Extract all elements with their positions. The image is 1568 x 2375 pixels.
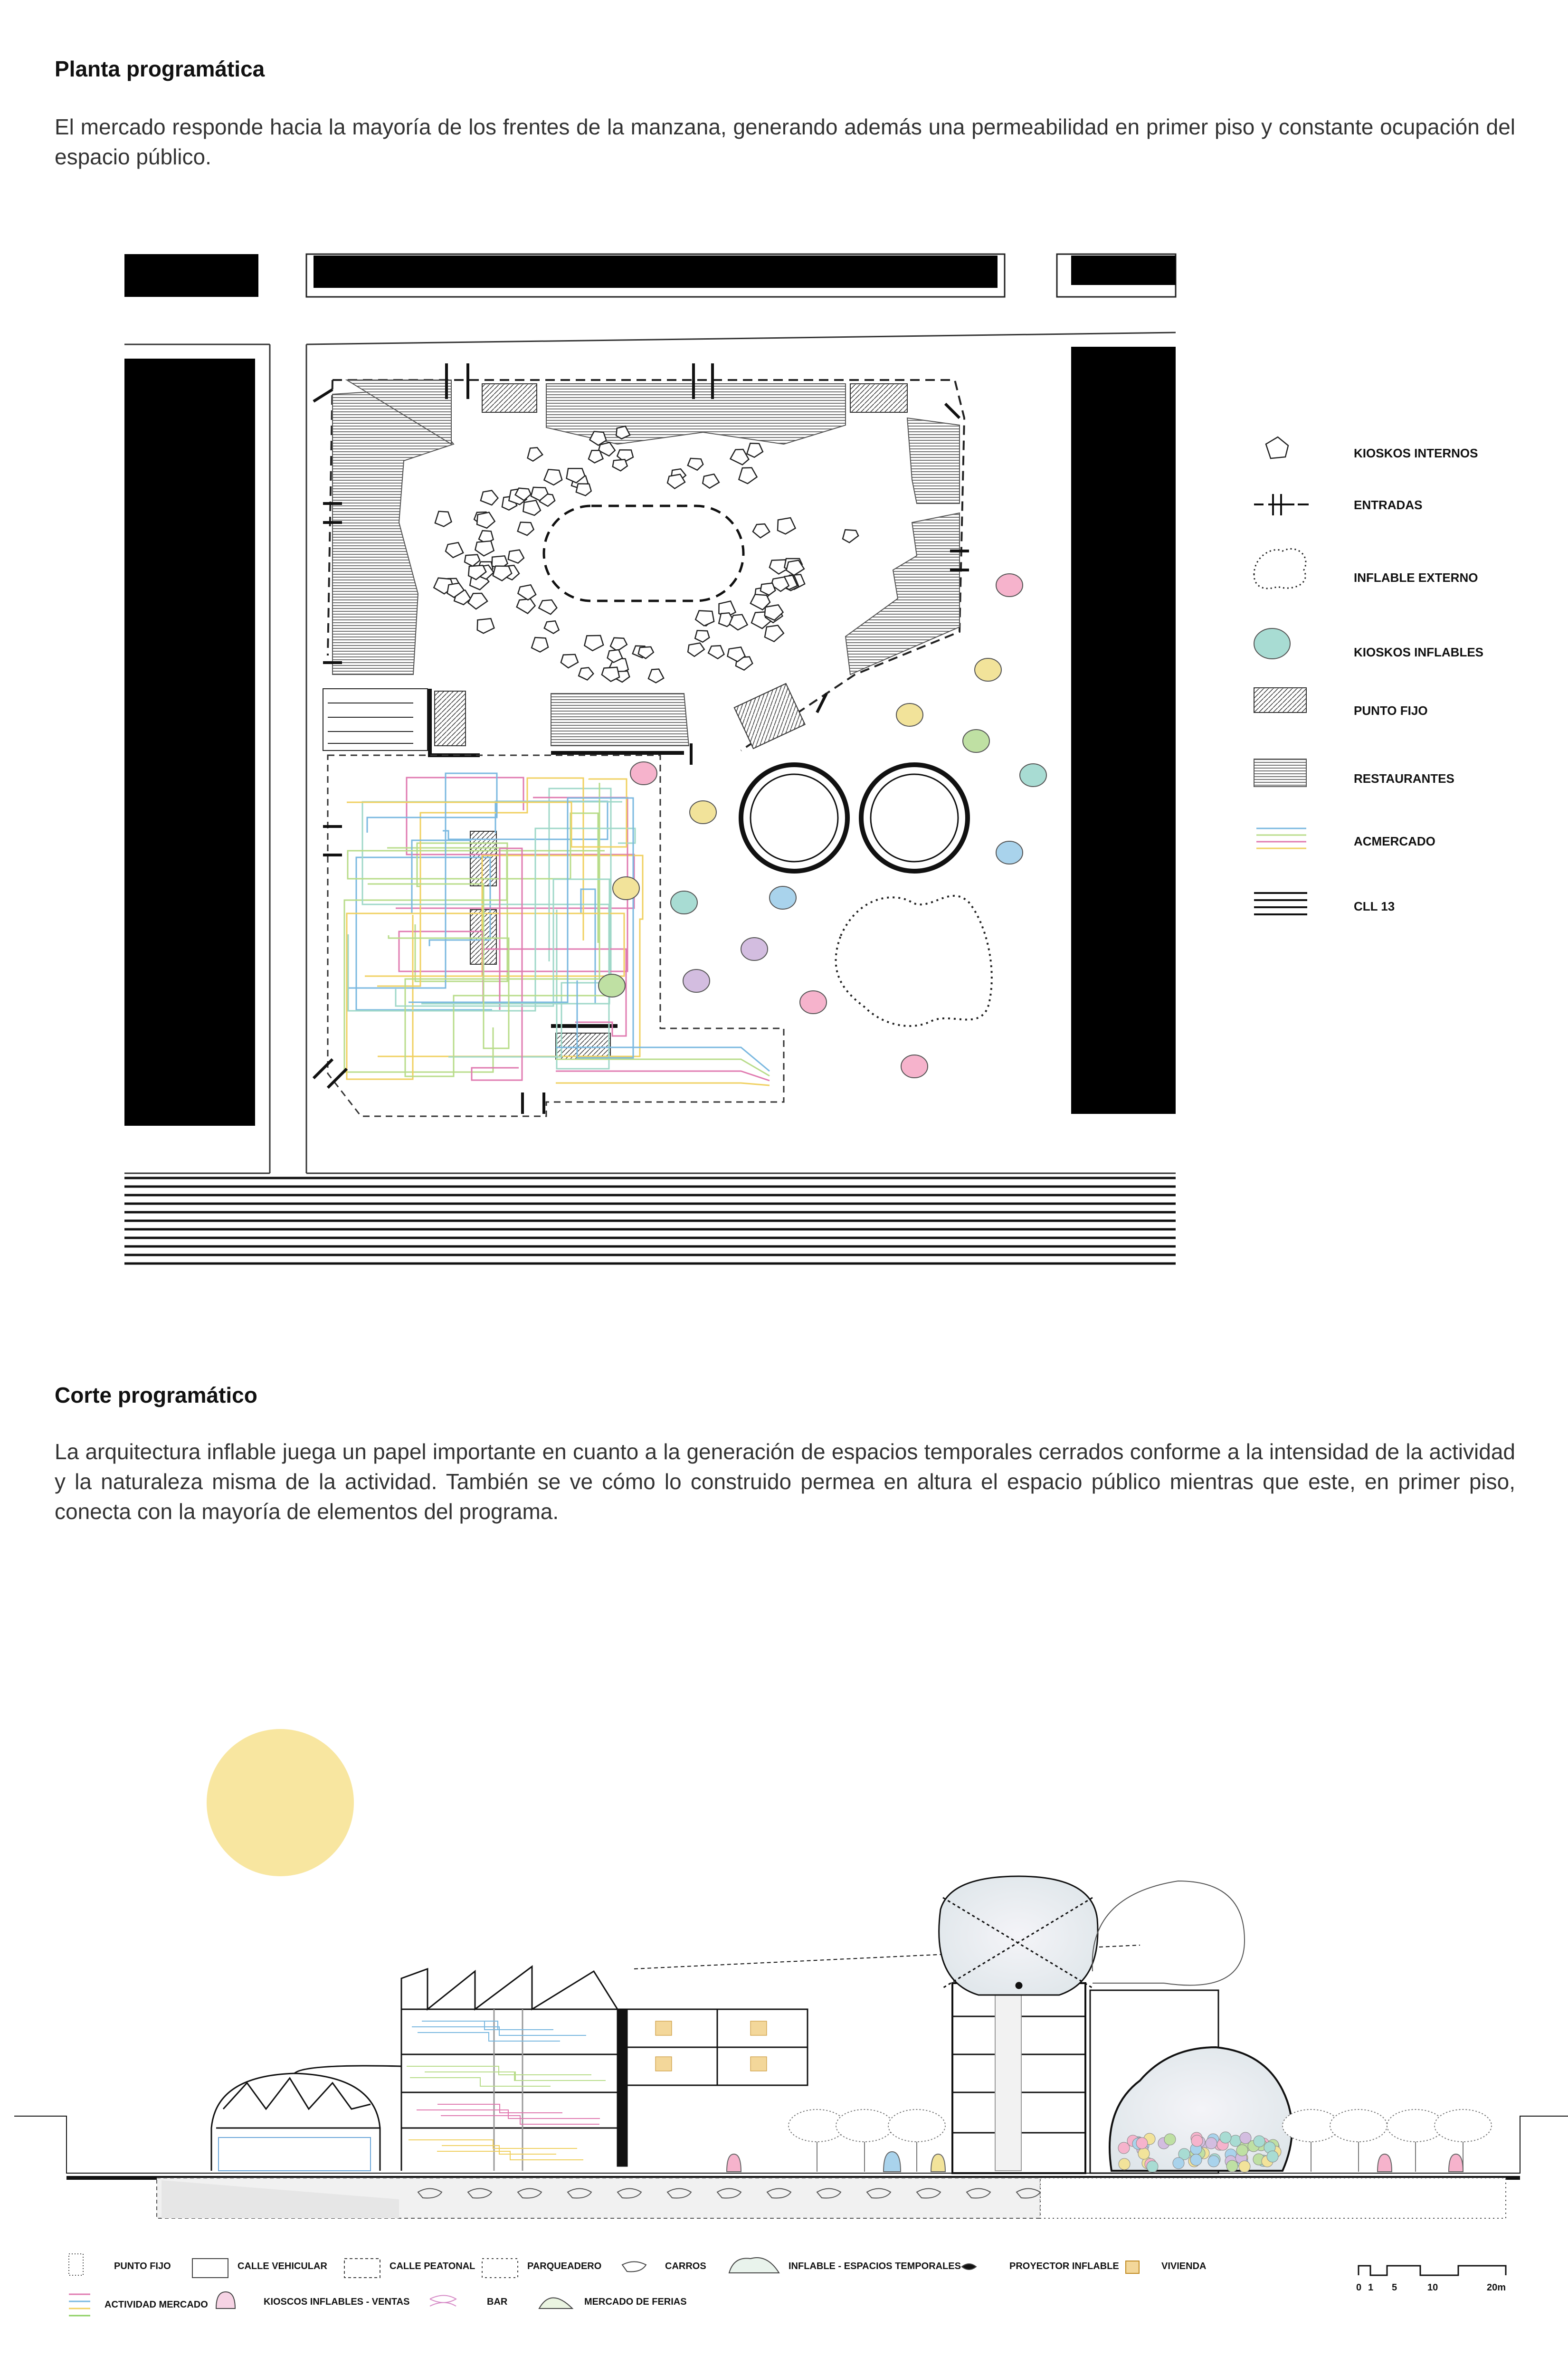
leg-calle-peatonal: CALLE PEATONAL <box>390 2261 475 2271</box>
kiosk <box>528 447 543 461</box>
ball <box>1198 2147 1209 2159</box>
entrance-icon <box>1254 494 1309 515</box>
street-cll13 <box>124 1178 1176 1264</box>
leg-actividad: ACTIVIDAD MERCADO <box>105 2299 208 2310</box>
legend-label-7: CLL 13 <box>1354 899 1395 913</box>
scale-20: 20m <box>1487 2282 1506 2293</box>
kiosk <box>688 458 703 470</box>
ball <box>1138 2148 1150 2159</box>
ball <box>1173 2157 1184 2169</box>
inflatable-kiosk <box>996 841 1023 864</box>
market-activity-lines <box>407 2021 606 2160</box>
kiosk <box>465 555 480 567</box>
ball <box>1220 2132 1231 2143</box>
ball <box>1136 2138 1148 2149</box>
inflatable-kiosk <box>599 974 625 997</box>
kiosk-inflatables-section <box>727 2152 1463 2172</box>
activity-line <box>412 2027 586 2035</box>
inflatable-kiosk <box>683 969 710 992</box>
activity-line <box>441 2116 599 2124</box>
ball <box>1235 2152 1247 2164</box>
kiosk <box>523 500 541 515</box>
parqueadero-icon <box>482 2259 518 2278</box>
scale-bar <box>1359 2266 1506 2275</box>
car <box>418 2189 442 2198</box>
inflatable-kiosks <box>599 574 1046 1078</box>
kiosk <box>579 667 593 680</box>
scale-5: 5 <box>1392 2282 1397 2293</box>
inflatable-kiosk <box>613 877 639 900</box>
circulation-line <box>556 1059 770 1076</box>
ball <box>1158 2138 1169 2149</box>
ball <box>1134 2138 1145 2149</box>
internal-kiosks <box>434 426 858 683</box>
ball <box>1196 2140 1207 2151</box>
parked-cars <box>418 2189 1040 2198</box>
kiosk <box>477 618 494 633</box>
ball <box>1164 2134 1176 2145</box>
ball <box>1264 2142 1275 2153</box>
kiosk <box>648 669 664 683</box>
ball <box>1209 2154 1220 2165</box>
ball <box>1145 2158 1156 2170</box>
ball <box>1254 2136 1265 2147</box>
kiosk <box>435 512 452 527</box>
ball <box>1225 2149 1236 2160</box>
tree <box>888 2109 945 2172</box>
calle-peatonal-icon <box>344 2259 380 2278</box>
ball <box>1267 2151 1278 2162</box>
access-ramp <box>323 689 428 750</box>
car <box>917 2189 941 2198</box>
inflatable-kiosk <box>1020 764 1046 787</box>
inflatable-kiosk <box>975 658 1001 681</box>
ball <box>1239 2161 1250 2172</box>
ball <box>1240 2140 1251 2152</box>
punto-fijo-icon <box>69 2254 83 2275</box>
trees <box>789 2109 1492 2172</box>
kiosk <box>589 450 603 463</box>
inflatable-kiosk <box>901 1055 928 1078</box>
ball <box>1178 2148 1190 2160</box>
leg-bar: BAR <box>487 2297 508 2307</box>
kiosk <box>477 513 495 528</box>
carros-icon <box>622 2262 646 2272</box>
kiosk <box>753 524 770 538</box>
colored-lines-icon <box>1256 828 1306 848</box>
kiosk <box>765 626 784 642</box>
kiosk <box>475 541 494 556</box>
kiosk <box>518 585 536 600</box>
ball <box>1236 2152 1248 2164</box>
inflatable-kiosk <box>671 891 697 914</box>
circulation-line <box>556 1071 770 1081</box>
scale-0: 0 <box>1356 2282 1362 2293</box>
inflatable-kiosk <box>800 991 827 1014</box>
kiosk <box>688 643 704 656</box>
tree <box>1283 2109 1340 2172</box>
inflatable-temporary-space <box>1110 2047 1292 2171</box>
activity-line <box>407 2066 591 2075</box>
ball <box>1258 2155 1269 2166</box>
kiosk <box>446 542 463 558</box>
ball <box>1132 2138 1144 2149</box>
inflatable-kiosk <box>896 703 923 726</box>
projector-tower <box>634 1876 1245 2173</box>
plan-description: El mercado responde hacia la mayoría de los frentes de la manzana, generando además una permeabilidad en primer piso y constante ocupación del espacio público. <box>55 114 1515 169</box>
kiosk-outline-icon <box>1266 437 1288 458</box>
scale-10: 10 <box>1427 2282 1438 2293</box>
ball <box>1188 2156 1200 2167</box>
activity-line <box>437 2104 562 2113</box>
activity-line <box>422 2021 547 2030</box>
inflatable-kiosk-icon <box>1254 628 1290 659</box>
inflable-icon <box>729 2258 779 2273</box>
car <box>767 2189 791 2198</box>
ball <box>1225 2156 1236 2167</box>
kiosco-icon <box>216 2292 235 2308</box>
ball <box>1206 2138 1217 2149</box>
central-oval <box>544 506 743 601</box>
proyector-icon <box>962 2264 976 2270</box>
tree <box>1435 2109 1492 2172</box>
legend-label-0: KIOSKOS INTERNOS <box>1354 446 1478 460</box>
leg-mercado: MERCADO DE FERIAS <box>584 2297 687 2307</box>
leg-vivienda: VIVIENDA <box>1161 2261 1207 2271</box>
ball <box>1119 2158 1130 2170</box>
actividad-mercado-icon <box>69 2294 90 2316</box>
kiosk <box>695 611 714 626</box>
kiosk <box>561 655 578 668</box>
ball <box>1191 2135 1203 2147</box>
ball <box>1208 2156 1219 2167</box>
activity-line <box>409 2140 577 2148</box>
inflatable-kiosk <box>963 730 989 752</box>
kiosk <box>508 550 524 563</box>
legend-label-6: ACMERCADO <box>1354 834 1435 848</box>
car <box>468 2189 492 2198</box>
inflatable-kiosk <box>770 886 796 909</box>
section-description: La arquitectura inflable juega un papel importante en cuanto a la generación de espacios temporales cerrados conforme a la intensidad de la actividad y la naturaleza misma de la actividad. También se ve cómo lo construido permea en altura el espacio público mientras que este, en primer piso, conecta con la mayoría de elementos del programa. <box>55 1439 1515 1524</box>
plan-legend <box>1254 437 1483 914</box>
kiosk <box>610 638 627 651</box>
ball <box>1267 2139 1279 2151</box>
activity-line <box>417 2110 600 2118</box>
tree <box>836 2109 893 2172</box>
inflatable-kiosk <box>741 938 768 960</box>
kiosk <box>544 621 559 633</box>
ball <box>1240 2132 1251 2144</box>
inflatable-kiosk <box>690 801 716 824</box>
circulation-line <box>405 783 618 1076</box>
tree <box>1387 2109 1444 2172</box>
kiosk <box>730 615 748 630</box>
leg-punto-fijo: PUNTO FIJO <box>114 2261 171 2271</box>
car <box>967 2189 990 2198</box>
kiosk <box>584 636 603 651</box>
ball <box>1217 2139 1228 2150</box>
car <box>717 2189 741 2198</box>
ball <box>1258 2138 1269 2149</box>
leg-carros: CARROS <box>665 2261 706 2271</box>
external-inflatable <box>836 896 992 1026</box>
car <box>1017 2189 1040 2198</box>
vivienda-icon <box>1126 2261 1139 2273</box>
ball <box>1194 2147 1205 2159</box>
activity-line <box>437 2151 583 2160</box>
ball <box>1269 2146 1281 2157</box>
dome-building <box>211 2073 380 2171</box>
plan-title: Planta programática <box>55 57 265 81</box>
kiosk <box>576 484 591 495</box>
kiosk <box>481 491 498 505</box>
kiosk <box>468 593 488 609</box>
ball <box>1268 2141 1279 2152</box>
leg-parqueadero: PARQUEADERO <box>527 2261 602 2271</box>
ball <box>1226 2160 1238 2172</box>
leg-inflable: INFLABLE - ESPACIOS TEMPORALES <box>789 2261 961 2271</box>
ball <box>1190 2154 1202 2166</box>
inflatable-kiosk <box>996 574 1023 597</box>
kiosk <box>518 522 534 535</box>
ball <box>1191 2132 1202 2144</box>
circular-inflatables <box>741 765 968 871</box>
legend-label-3: KIOSKOS INFLABLES <box>1354 645 1484 659</box>
activity-line <box>418 2033 560 2041</box>
car <box>667 2189 691 2198</box>
tree <box>1330 2109 1387 2172</box>
ball <box>1118 2142 1130 2154</box>
kiosk <box>731 449 749 465</box>
legend-label-2: INFLABLE EXTERNO <box>1354 570 1478 585</box>
ball <box>1236 2156 1248 2167</box>
ball <box>1248 2140 1259 2152</box>
kiosk <box>747 443 763 457</box>
stair-core-icon <box>1254 688 1306 712</box>
section-legend <box>69 2254 1139 2316</box>
sun <box>207 1729 354 1876</box>
market-building <box>295 1966 808 2171</box>
ball <box>1236 2145 1248 2156</box>
ball <box>1253 2154 1264 2165</box>
leg-calle-vehicular: CALLE VEHICULAR <box>238 2261 327 2271</box>
ground <box>14 2116 1568 2218</box>
ball <box>1270 2146 1281 2157</box>
activity-line <box>425 2072 606 2080</box>
activity-line <box>428 2072 600 2080</box>
kiosk <box>539 600 557 614</box>
ball <box>1142 2157 1153 2169</box>
activity-line <box>410 2078 551 2086</box>
calle-vehicular-icon <box>192 2259 228 2278</box>
scale-1: 1 <box>1368 2282 1374 2293</box>
kiosk <box>613 459 627 471</box>
kiosk <box>703 474 719 488</box>
tree <box>789 2109 846 2172</box>
ball <box>1138 2139 1149 2151</box>
legend-label-1: ENTRADAS <box>1354 498 1423 512</box>
kiosk <box>708 646 724 659</box>
ball <box>1190 2143 1202 2155</box>
ball-pit <box>1118 2132 1281 2172</box>
legend-label-5: RESTAURANTES <box>1354 771 1454 786</box>
mercado-ferias-icon <box>539 2298 572 2309</box>
ball <box>1147 2161 1158 2172</box>
leg-proyector: PROYECTOR INFLABLE <box>1009 2261 1119 2271</box>
vivienda-icons <box>656 2021 767 2071</box>
hatch-icon <box>1254 759 1306 787</box>
kiosk <box>843 530 858 542</box>
kiosk <box>532 637 548 652</box>
ball <box>1207 2134 1219 2145</box>
ball <box>1230 2135 1241 2147</box>
car <box>618 2189 641 2198</box>
kiosk <box>544 469 562 485</box>
car <box>817 2189 841 2198</box>
ball <box>1226 2157 1237 2169</box>
ball <box>1190 2147 1201 2159</box>
street-lines-icon <box>1254 893 1307 914</box>
inflatable-outline-icon <box>1254 549 1306 589</box>
legend-label-4: PUNTO FIJO <box>1354 703 1428 718</box>
kiosk <box>778 518 796 534</box>
leg-kioscos: KIOSCOS INFLABLES - VENTAS <box>264 2297 410 2307</box>
activity-line <box>443 2021 553 2030</box>
ball <box>1214 2139 1226 2150</box>
ball <box>1144 2133 1155 2145</box>
activity-line <box>442 2146 556 2154</box>
kiosk <box>739 468 757 484</box>
ball <box>1137 2144 1148 2155</box>
ball <box>1132 2137 1144 2148</box>
ball <box>1127 2135 1139 2147</box>
inflatable-kiosk <box>630 762 657 785</box>
section-title: Corte programático <box>55 1383 257 1407</box>
ball <box>1194 2136 1205 2147</box>
bar-icon <box>430 2296 456 2307</box>
car <box>867 2189 891 2198</box>
ball <box>1255 2139 1267 2151</box>
kiosk <box>695 630 709 642</box>
ball <box>1262 2156 1273 2167</box>
car <box>568 2189 591 2198</box>
car <box>518 2189 542 2198</box>
kiosk <box>517 599 535 614</box>
circulation-line <box>556 1083 770 1085</box>
